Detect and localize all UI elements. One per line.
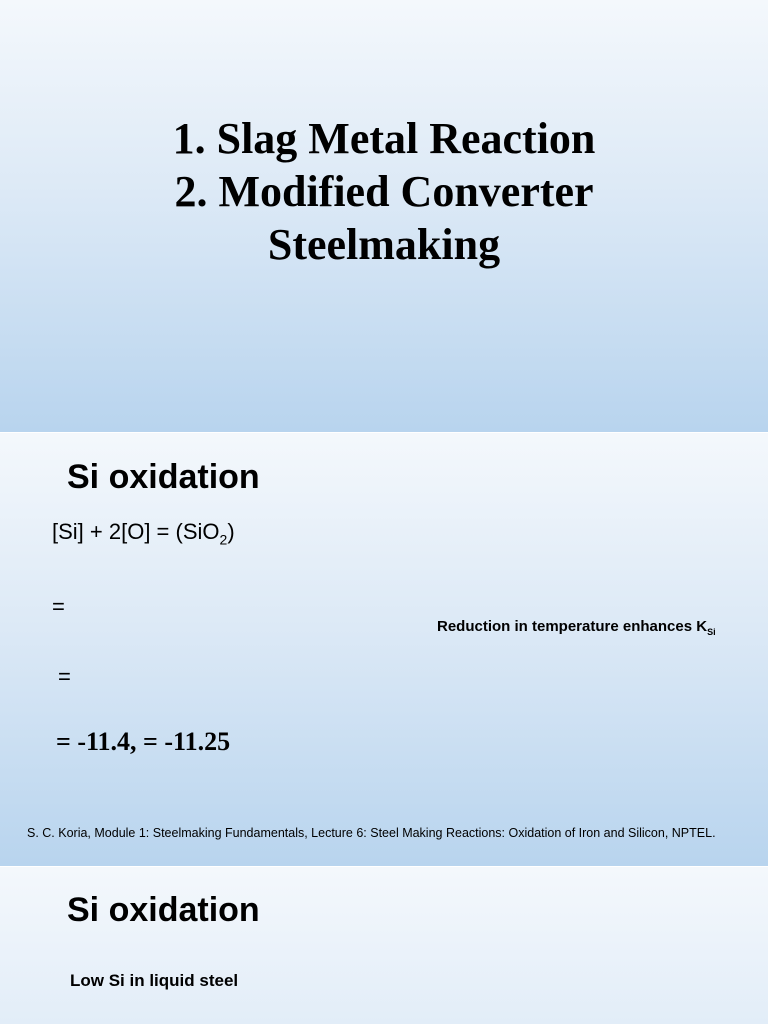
slide-title-heading <box>0 112 768 271</box>
title-line-3: Steelmaking <box>267 220 501 269</box>
note-subscript: Si <box>707 627 716 637</box>
slide-si-oxidation-2 <box>0 867 768 1024</box>
equation-close: ) <box>227 519 235 544</box>
slide-heading: Si oxidation <box>67 891 260 929</box>
title-line-2: 2. Modified Converter <box>174 167 594 216</box>
reference-citation: S. C. Koria, Module 1: Steelmaking Fundamentals, Lecture 6: Steel Making Reactions: Oxidation of Iron and Silicon, NPTEL. <box>27 826 716 840</box>
equation-subscript: 2 <box>219 531 228 548</box>
title-line-1: 1. Slag Metal Reaction <box>172 114 596 163</box>
equation-line-2: = <box>58 664 71 689</box>
equation-main: [Si] + 2[O] = (SiO <box>52 519 220 544</box>
equation-line-1: = <box>52 594 65 619</box>
slide-heading: Si oxidation <box>67 458 260 496</box>
temperature-note <box>437 617 737 642</box>
slide-title <box>0 0 768 432</box>
reaction-equation <box>52 519 235 547</box>
bullet-low-si: Low Si in liquid steel <box>70 971 239 990</box>
slide-si-oxidation-1 <box>0 433 768 866</box>
values-line: = -11.4, = -11.25 <box>56 727 231 756</box>
note-text: Reduction in temperature enhances K <box>437 618 708 635</box>
